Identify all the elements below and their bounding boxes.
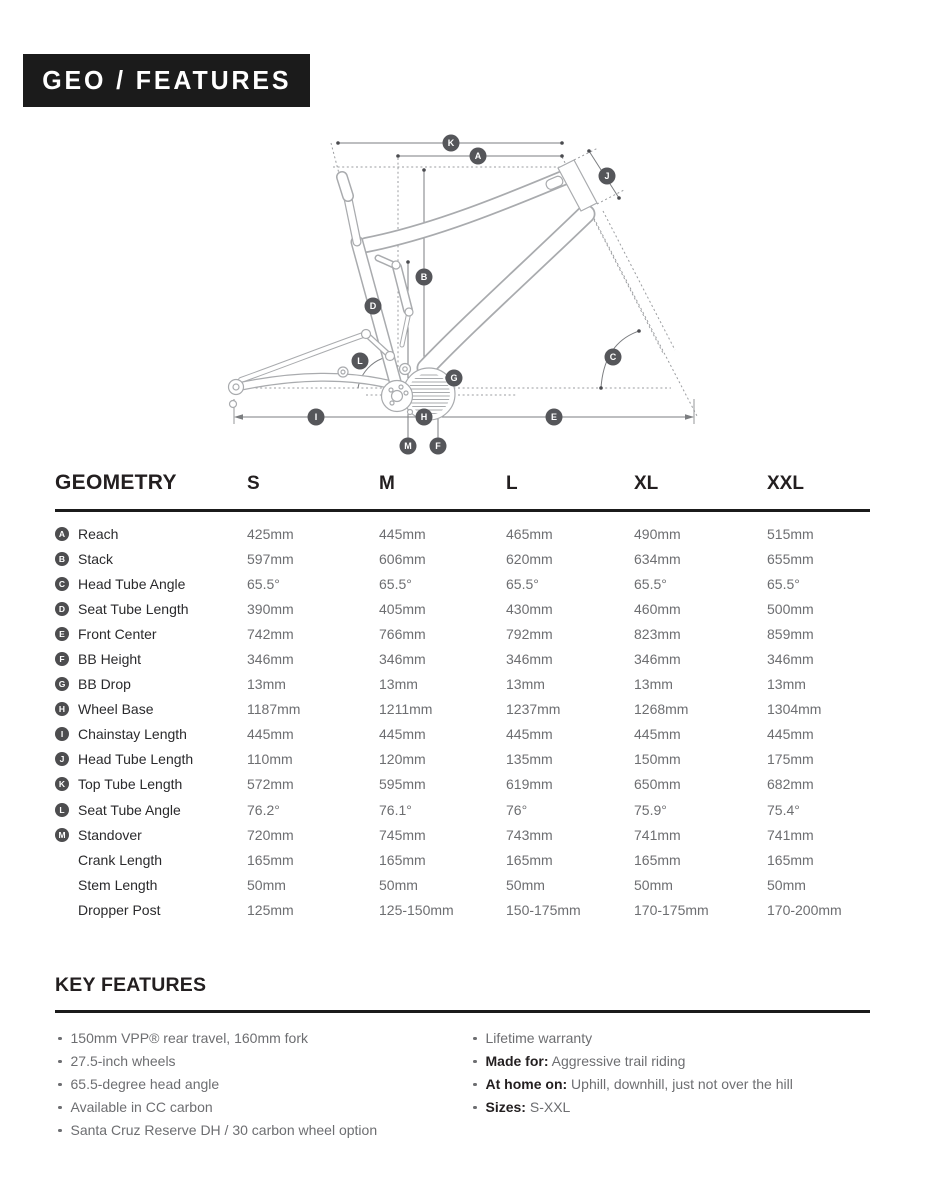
key-features-section bbox=[55, 974, 870, 1142]
size-column-header: M bbox=[379, 473, 395, 494]
table-row bbox=[55, 546, 870, 571]
geometry-table bbox=[55, 471, 870, 923]
geometry-value-cell: 150-175mm bbox=[506, 901, 581, 918]
bike-geometry-diagram bbox=[224, 132, 704, 460]
key-features-right-list bbox=[470, 1027, 870, 1142]
table-row bbox=[55, 897, 870, 922]
svg-text:F: F bbox=[435, 441, 441, 452]
feature-bold-label: Made for: bbox=[485, 1053, 549, 1069]
geometry-value-cell: 50mm bbox=[379, 876, 418, 893]
geometry-value-cell: 859mm bbox=[767, 625, 814, 642]
svg-text:J: J bbox=[604, 171, 610, 182]
row-label: BB Drop bbox=[78, 676, 131, 693]
row-label: Head Tube Length bbox=[78, 751, 194, 768]
row-label-cell bbox=[55, 626, 247, 642]
size-column-header: XXL bbox=[767, 473, 804, 494]
feature-bold-label: Sizes: bbox=[485, 1099, 526, 1115]
row-letter-badge: L bbox=[55, 803, 69, 817]
row-label-cell bbox=[55, 551, 247, 567]
dimension-lines bbox=[234, 141, 694, 438]
geometry-value-cell: 165mm bbox=[506, 851, 553, 868]
geometry-value-cell: 741mm bbox=[634, 826, 681, 843]
geo-features-banner bbox=[23, 54, 310, 107]
row-label-cell bbox=[55, 601, 247, 617]
geometry-value-cell: 50mm bbox=[506, 876, 545, 893]
geometry-value-cell: 650mm bbox=[634, 776, 681, 793]
marker-L bbox=[352, 353, 369, 370]
row-letter-badge: D bbox=[55, 602, 69, 616]
geometry-header-row bbox=[55, 471, 870, 512]
geometry-value-cell: 50mm bbox=[247, 876, 286, 893]
list-item bbox=[55, 1119, 470, 1142]
row-letter-badge: H bbox=[55, 702, 69, 716]
geometry-value-cell: 390mm bbox=[247, 600, 294, 617]
marker-C bbox=[605, 349, 622, 366]
geometry-value-cell: 170-200mm bbox=[767, 901, 842, 918]
feature-text: 27.5-inch wheels bbox=[70, 1053, 176, 1069]
feature-label bbox=[71, 1073, 220, 1096]
table-row bbox=[55, 697, 870, 722]
list-item bbox=[55, 1027, 470, 1050]
row-letter-badge: K bbox=[55, 777, 69, 791]
list-item bbox=[470, 1027, 870, 1050]
row-label-cell bbox=[55, 852, 247, 868]
marker-B bbox=[416, 269, 433, 286]
feature-text: Available in CC carbon bbox=[70, 1099, 213, 1115]
table-row bbox=[55, 822, 870, 847]
svg-text:B: B bbox=[420, 272, 428, 283]
geometry-value-cell: 125mm bbox=[247, 901, 294, 918]
geometry-value-cell: 65.5° bbox=[506, 575, 539, 592]
row-label-cell bbox=[55, 827, 247, 843]
row-letter-badge: B bbox=[55, 552, 69, 566]
geometry-value-cell: 445mm bbox=[379, 525, 426, 542]
geometry-value-cell: 76.2° bbox=[247, 801, 280, 818]
geometry-value-cell: 1211mm bbox=[379, 701, 433, 718]
geometry-value-cell: 490mm bbox=[634, 525, 681, 542]
geometry-value-cell: 13mm bbox=[634, 676, 673, 693]
row-letter-badge: A bbox=[55, 527, 69, 541]
row-label-cell bbox=[55, 651, 247, 667]
marker-D bbox=[365, 298, 382, 315]
geometry-value-cell: 1237mm bbox=[506, 701, 561, 718]
geometry-value-cell: 13mm bbox=[247, 676, 286, 693]
size-column-header: S bbox=[247, 473, 260, 494]
row-label-cell bbox=[55, 576, 247, 592]
geometry-value-cell: 445mm bbox=[247, 726, 294, 743]
row-label: Stem Length bbox=[78, 876, 158, 893]
table-row bbox=[55, 521, 870, 546]
geometry-value-cell: 346mm bbox=[247, 651, 294, 668]
table-row bbox=[55, 571, 870, 596]
geometry-value-cell: 655mm bbox=[767, 550, 814, 567]
geometry-value-cell: 65.5° bbox=[634, 575, 667, 592]
geometry-value-cell: 170-175mm bbox=[634, 901, 709, 918]
key-features-left-list bbox=[55, 1027, 470, 1142]
geometry-value-cell: 606mm bbox=[379, 550, 426, 567]
marker-M bbox=[400, 438, 417, 455]
row-label-cell bbox=[55, 776, 247, 792]
row-label: Crank Length bbox=[78, 851, 163, 868]
geometry-value-cell: 13mm bbox=[767, 676, 806, 693]
geometry-value-cell: 346mm bbox=[379, 651, 426, 668]
marker-F bbox=[430, 438, 447, 455]
geometry-value-cell: 120mm bbox=[379, 751, 426, 768]
bullet-icon bbox=[473, 1060, 477, 1064]
marker-I bbox=[308, 409, 325, 426]
geometry-value-cell: 50mm bbox=[634, 876, 673, 893]
svg-text:M: M bbox=[404, 441, 412, 452]
marker-J bbox=[599, 168, 616, 185]
table-row bbox=[55, 847, 870, 872]
bullet-icon bbox=[473, 1037, 477, 1041]
geometry-value-cell: 165mm bbox=[247, 851, 294, 868]
feature-text: 65.5-degree head angle bbox=[70, 1076, 220, 1092]
row-label-cell bbox=[55, 676, 247, 692]
geometry-value-cell: 65.5° bbox=[767, 575, 800, 592]
feature-text: 150mm VPP® rear travel, 160mm fork bbox=[70, 1030, 309, 1046]
geometry-value-cell: 50mm bbox=[767, 876, 806, 893]
list-item bbox=[470, 1050, 870, 1073]
list-item bbox=[55, 1096, 470, 1119]
geometry-value-cell: 597mm bbox=[247, 550, 294, 567]
geometry-value-cell: 745mm bbox=[379, 826, 426, 843]
geometry-value-cell: 65.5° bbox=[379, 575, 412, 592]
bullet-icon bbox=[58, 1037, 62, 1041]
geometry-value-cell: 425mm bbox=[247, 525, 294, 542]
geometry-value-cell: 165mm bbox=[634, 851, 681, 868]
geometry-value-cell: 595mm bbox=[379, 776, 426, 793]
geometry-value-cell: 110mm bbox=[247, 751, 293, 768]
feature-text: Uphill, downhill, just not over the hill bbox=[567, 1076, 793, 1092]
row-label-cell bbox=[55, 701, 247, 717]
list-item bbox=[470, 1096, 870, 1119]
row-letter-badge: I bbox=[55, 727, 69, 741]
marker-A bbox=[470, 148, 487, 165]
row-label: Head Tube Angle bbox=[78, 575, 186, 592]
bullet-icon bbox=[58, 1083, 62, 1087]
geometry-value-cell: 13mm bbox=[379, 676, 418, 693]
row-label: Wheel Base bbox=[78, 701, 154, 718]
geometry-value-cell: 823mm bbox=[634, 625, 681, 642]
geometry-value-cell: 792mm bbox=[506, 625, 553, 642]
table-row bbox=[55, 747, 870, 772]
svg-text:E: E bbox=[550, 412, 558, 423]
geometry-value-cell: 135mm bbox=[506, 751, 553, 768]
row-label: BB Height bbox=[78, 651, 142, 668]
geometry-value-cell: 572mm bbox=[247, 776, 294, 793]
table-row bbox=[55, 872, 870, 897]
row-label: Front Center bbox=[78, 625, 157, 642]
row-label: Reach bbox=[78, 525, 119, 542]
row-label: Seat Tube Angle bbox=[78, 801, 181, 818]
feature-label bbox=[71, 1096, 213, 1119]
geometry-value-cell: 515mm bbox=[767, 525, 814, 542]
feature-text: Santa Cruz Reserve DH / 30 carbon wheel option bbox=[70, 1122, 378, 1138]
geometry-value-cell: 65.5° bbox=[247, 575, 280, 592]
svg-text:H: H bbox=[420, 412, 428, 423]
feature-label bbox=[71, 1027, 309, 1050]
geometry-value-cell: 75.9° bbox=[634, 801, 667, 818]
row-label-cell bbox=[55, 526, 247, 542]
bike-frame bbox=[229, 160, 598, 408]
geometry-value-cell: 619mm bbox=[506, 776, 553, 793]
feature-label bbox=[71, 1119, 378, 1142]
row-label: Seat Tube Length bbox=[78, 600, 189, 617]
geometry-value-cell: 76.1° bbox=[379, 801, 412, 818]
marker-H bbox=[416, 409, 433, 426]
geometry-value-cell: 500mm bbox=[767, 600, 814, 617]
row-label: Dropper Post bbox=[78, 901, 161, 918]
geometry-value-cell: 620mm bbox=[506, 550, 553, 567]
row-letter-badge: M bbox=[55, 828, 69, 842]
row-letter-badge: C bbox=[55, 577, 69, 591]
table-row bbox=[55, 596, 870, 621]
row-letter-badge: E bbox=[55, 627, 69, 641]
geometry-value-cell: 150mm bbox=[634, 751, 681, 768]
bullet-icon bbox=[58, 1129, 62, 1133]
svg-text:I: I bbox=[314, 412, 318, 423]
geometry-value-cell: 445mm bbox=[506, 726, 553, 743]
svg-text:C: C bbox=[609, 352, 617, 363]
list-item bbox=[55, 1073, 470, 1096]
size-column-header: L bbox=[506, 473, 518, 494]
geometry-value-cell: 165mm bbox=[379, 851, 426, 868]
geometry-value-cell: 13mm bbox=[506, 676, 545, 693]
row-label-cell bbox=[55, 802, 247, 818]
marker-K bbox=[443, 135, 460, 152]
row-label-cell bbox=[55, 726, 247, 742]
geometry-title: GEOMETRY bbox=[55, 471, 177, 494]
feature-text: S-XXL bbox=[525, 1099, 571, 1115]
row-label: Stack bbox=[78, 550, 114, 567]
marker-E bbox=[546, 409, 563, 426]
geometry-value-cell: 405mm bbox=[379, 600, 426, 617]
banner-title: GEO / FEATURES bbox=[41, 65, 292, 95]
size-column-header: XL bbox=[634, 473, 659, 494]
row-label-cell bbox=[55, 751, 247, 767]
row-label: Standover bbox=[78, 826, 142, 843]
svg-text:G: G bbox=[450, 373, 458, 384]
geometry-value-cell: 445mm bbox=[379, 726, 426, 743]
table-row bbox=[55, 672, 870, 697]
geometry-value-cell: 1268mm bbox=[634, 701, 689, 718]
feature-label bbox=[486, 1050, 686, 1073]
geometry-value-cell: 766mm bbox=[379, 625, 426, 642]
geometry-rows bbox=[55, 512, 870, 923]
geometry-value-cell: 175mm bbox=[767, 751, 814, 768]
marker-G bbox=[446, 370, 463, 387]
geometry-value-cell: 741mm bbox=[767, 826, 814, 843]
geometry-value-cell: 634mm bbox=[634, 550, 681, 567]
row-letter-badge: J bbox=[55, 752, 69, 766]
table-row bbox=[55, 797, 870, 822]
geometry-value-cell: 430mm bbox=[506, 600, 553, 617]
svg-text:L: L bbox=[357, 356, 363, 367]
row-letter-badge: F bbox=[55, 652, 69, 666]
geometry-value-cell: 720mm bbox=[247, 826, 294, 843]
table-row bbox=[55, 621, 870, 646]
geometry-value-cell: 165mm bbox=[767, 851, 814, 868]
geometry-value-cell: 346mm bbox=[506, 651, 553, 668]
key-features-columns bbox=[55, 1027, 870, 1142]
table-row bbox=[55, 646, 870, 671]
feature-text: Aggressive trail riding bbox=[548, 1053, 686, 1069]
table-row bbox=[55, 722, 870, 747]
bullet-icon bbox=[58, 1060, 62, 1064]
geometry-value-cell: 742mm bbox=[247, 625, 294, 642]
svg-text:K: K bbox=[447, 138, 455, 149]
bullet-icon bbox=[473, 1106, 477, 1110]
feature-label bbox=[71, 1050, 176, 1073]
bullet-icon bbox=[473, 1083, 477, 1087]
geometry-value-cell: 1187mm bbox=[247, 701, 301, 718]
svg-text:A: A bbox=[474, 151, 482, 162]
feature-label bbox=[486, 1073, 793, 1096]
geometry-value-cell: 445mm bbox=[634, 726, 681, 743]
geometry-value-cell: 125-150mm bbox=[379, 901, 454, 918]
feature-label bbox=[486, 1096, 571, 1119]
geometry-value-cell: 346mm bbox=[767, 651, 814, 668]
feature-bold-label: At home on: bbox=[485, 1076, 568, 1092]
row-letter-badge: G bbox=[55, 677, 69, 691]
geometry-value-cell: 743mm bbox=[506, 826, 553, 843]
row-label: Top Tube Length bbox=[78, 776, 183, 793]
svg-text:D: D bbox=[369, 301, 377, 312]
row-label-cell bbox=[55, 877, 247, 893]
row-label: Chainstay Length bbox=[78, 726, 187, 743]
geometry-value-cell: 465mm bbox=[506, 525, 553, 542]
geometry-value-cell: 460mm bbox=[634, 600, 681, 617]
list-item bbox=[470, 1073, 870, 1096]
geometry-value-cell: 445mm bbox=[767, 726, 814, 743]
list-item bbox=[55, 1050, 470, 1073]
feature-text: Lifetime warranty bbox=[485, 1030, 593, 1046]
geometry-value-cell: 75.4° bbox=[767, 801, 800, 818]
key-features-title: KEY FEATURES bbox=[55, 974, 870, 1013]
row-label-cell bbox=[55, 902, 247, 918]
geometry-value-cell: 682mm bbox=[767, 776, 814, 793]
geometry-value-cell: 1304mm bbox=[767, 701, 822, 718]
geometry-value-cell: 76° bbox=[506, 801, 528, 818]
table-row bbox=[55, 772, 870, 797]
feature-label bbox=[486, 1027, 593, 1050]
bullet-icon bbox=[58, 1106, 62, 1110]
geometry-value-cell: 346mm bbox=[634, 651, 681, 668]
